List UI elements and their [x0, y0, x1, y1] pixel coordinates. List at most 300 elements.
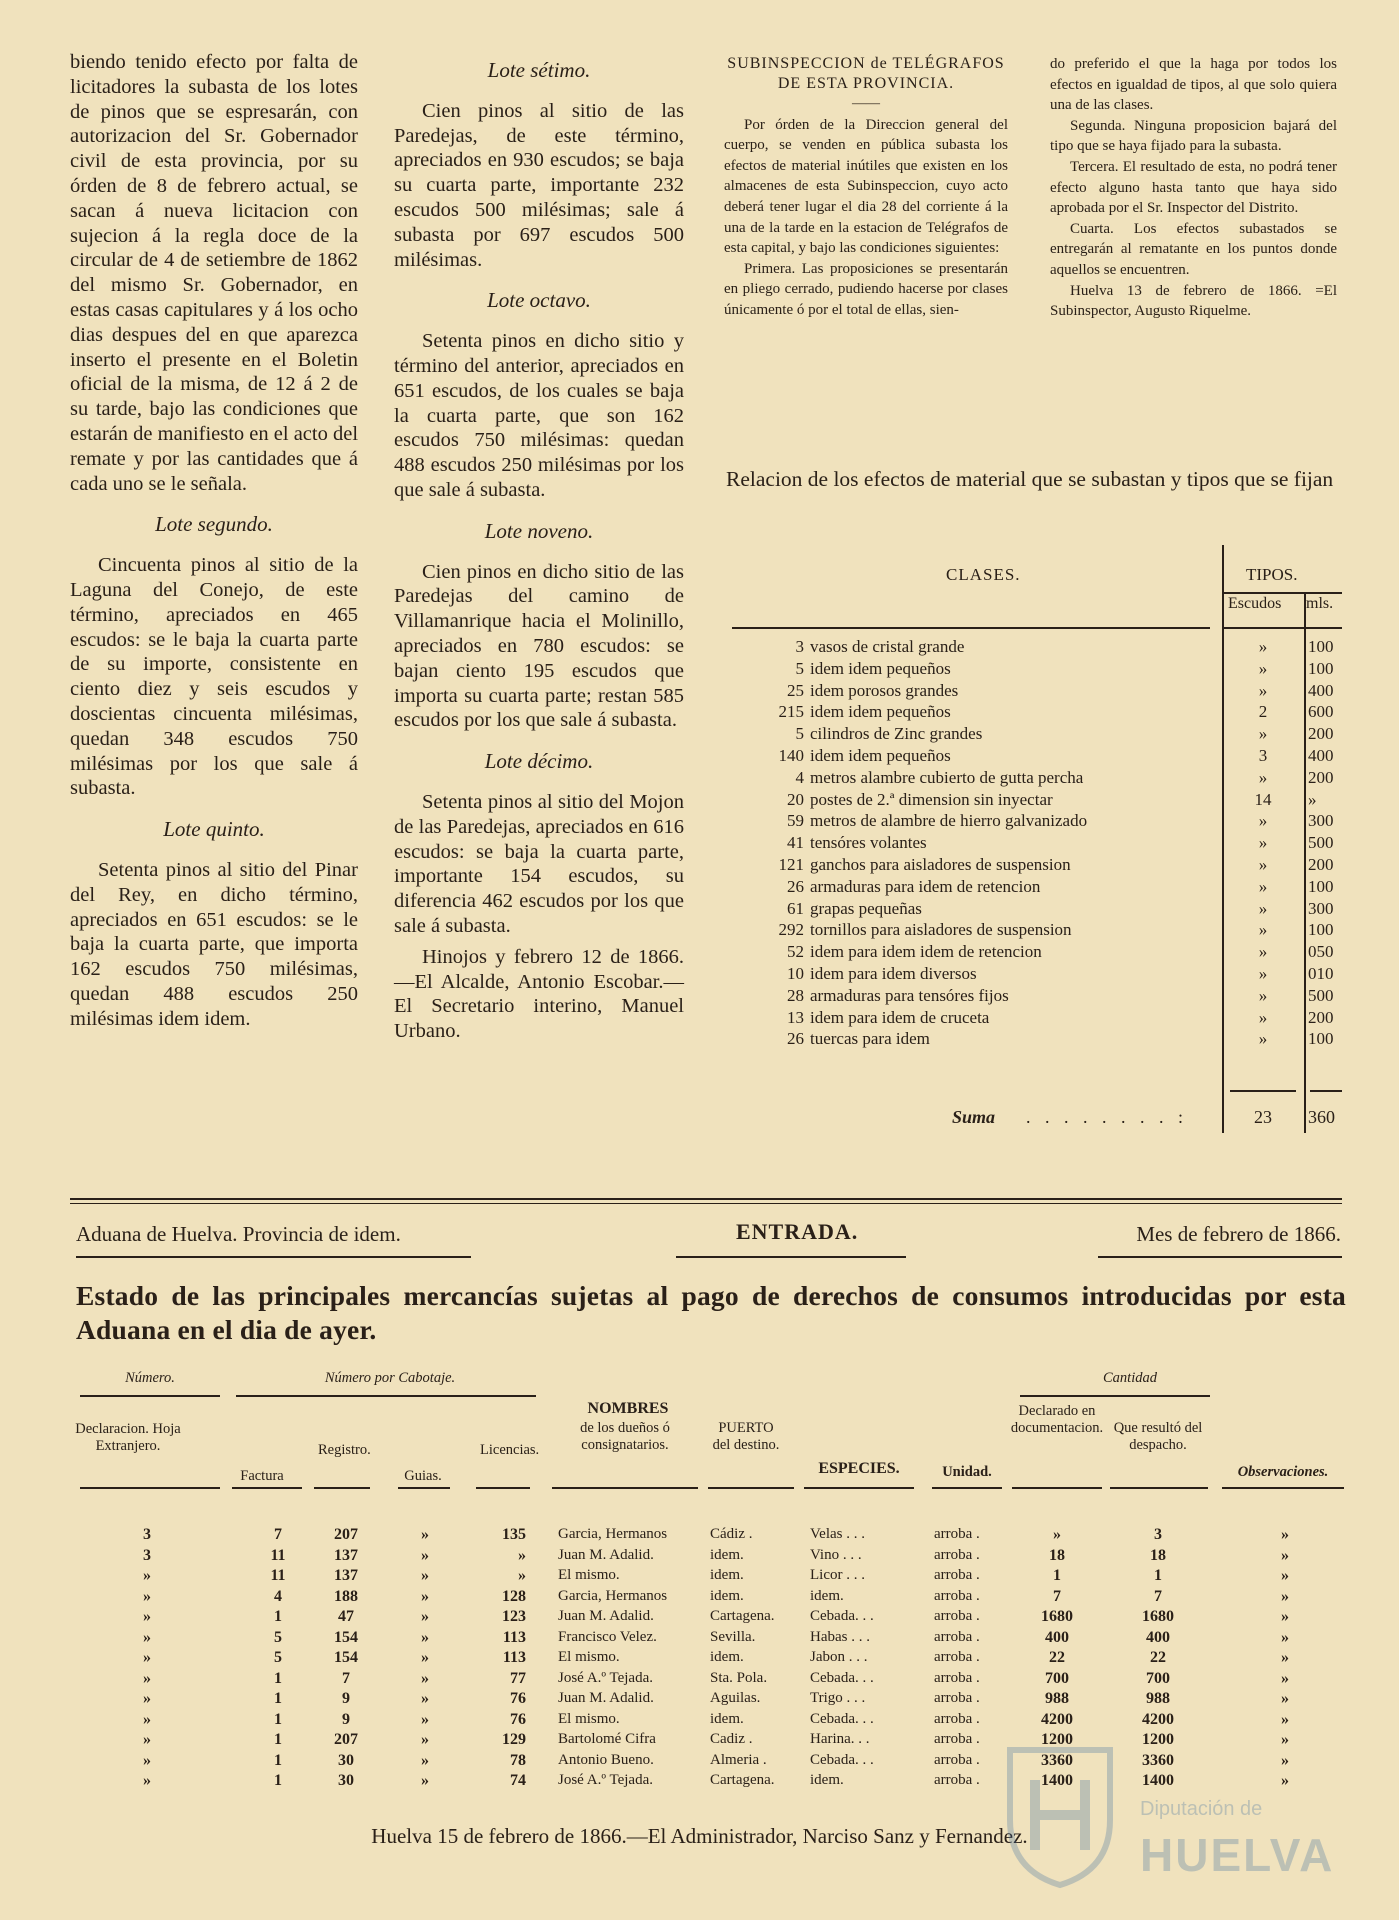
material-row — [726, 899, 1346, 921]
unidad-cell: arroba . — [934, 1690, 980, 1706]
material-mls: 100 — [1308, 920, 1334, 940]
unidad-cell: arroba . — [934, 1731, 980, 1747]
declarado-cell: » — [1053, 1526, 1061, 1543]
material-row — [726, 833, 1346, 855]
material-description: idem idem pequeños — [810, 745, 951, 765]
suma-row — [726, 1107, 1346, 1133]
consignee-cell: José A.º Tejada. — [558, 1669, 653, 1686]
material-mls: 200 — [1308, 854, 1334, 874]
registro-cell: 30 — [338, 1772, 354, 1789]
especies-cell: Velas . . . — [810, 1526, 865, 1542]
factura-cell: 1 — [274, 1608, 282, 1625]
hdr-line-puerto — [708, 1487, 794, 1489]
consignee-cell: Garcia, Hermanos — [558, 1587, 668, 1604]
licencias-cell: 135 — [502, 1526, 526, 1543]
material-description: cilindros de Zinc grandes — [810, 724, 983, 744]
header-cantidad: Cantidad — [1103, 1370, 1157, 1386]
declaracion-cell: » — [143, 1751, 151, 1769]
resulto-cell: 4200 — [1142, 1710, 1174, 1728]
table-row — [0, 1567, 1399, 1588]
material-quantity: 52 — [787, 942, 804, 962]
declaracion-cell: 3 — [143, 1546, 151, 1564]
material-table-header — [726, 545, 1346, 637]
material-escudos: » — [1258, 942, 1268, 962]
table-row — [0, 1670, 1399, 1691]
material-description: armaduras para idem de retencion — [810, 876, 1041, 896]
unidad-cell: arroba . — [934, 1751, 980, 1768]
especies-cell: Cebada. . . — [810, 1751, 874, 1768]
guias-cell: » — [421, 1628, 429, 1646]
mes-heading: Mes de febrero de 1866. — [1136, 1222, 1341, 1246]
puerto-cell: Sevilla. — [710, 1628, 756, 1645]
guias-cell: » — [421, 1546, 429, 1564]
guias-cell: » — [421, 1587, 429, 1605]
guias-cell: » — [421, 1567, 429, 1584]
declarado-cell: 988 — [1045, 1690, 1069, 1707]
watermark-subtext: Diputación de — [1140, 1798, 1263, 1820]
resulto-cell: 3 — [1154, 1526, 1162, 1543]
material-row — [726, 1029, 1346, 1051]
hdr-line-nombres — [552, 1487, 698, 1489]
material-escudos: » — [1258, 680, 1268, 700]
header-declaracion: Declaracion. Hoja Extranjero. — [75, 1421, 181, 1454]
resulto-cell: 700 — [1146, 1669, 1170, 1687]
material-description: idem idem pequeños — [810, 702, 951, 722]
material-quantity: 3 — [795, 637, 804, 656]
header-mls: mls. — [1306, 595, 1334, 612]
header-unidad: Unidad. — [942, 1464, 992, 1480]
tipos-columns-underline — [1224, 627, 1342, 629]
observaciones-cell: » — [1281, 1526, 1289, 1543]
tipos-underline — [1224, 592, 1342, 594]
material-mls: 010 — [1308, 963, 1334, 983]
hinojos-signature: Hinojos y febrero 12 de 1866.—El Alcalde, Antonio Escobar.—El Secretario interino, Manuel Urbano. — [394, 945, 684, 1043]
unidad-cell: arroba . — [934, 1772, 980, 1788]
puerto-cell: idem. — [710, 1546, 744, 1563]
material-row — [726, 790, 1346, 812]
consignee-cell: Antonio Bueno. — [558, 1751, 654, 1768]
lote-setimo-text: Cien pinos al sitio de las Paredejas, de este término, apreciados en 930 escudos; se baja su cuarta parte, importante 232 escudos 500 milésimas; sale á subasta por 697 escudos 500 milésimas. — [394, 99, 684, 271]
licencias-cell: 123 — [502, 1608, 526, 1625]
material-description: idem para idem de cruceta — [810, 1007, 990, 1027]
registro-cell: 154 — [334, 1628, 358, 1646]
puerto-cell: idem. — [710, 1587, 744, 1604]
material-escudos: » — [1258, 811, 1268, 831]
material-mls: » — [1308, 789, 1317, 809]
material-row — [726, 637, 1346, 659]
unidad-cell: arroba . — [934, 1526, 980, 1542]
material-quantity: 5 — [795, 658, 804, 678]
consignee-cell: Juan M. Adalid. — [558, 1690, 654, 1706]
licencias-cell: 113 — [502, 1628, 526, 1646]
material-row — [726, 659, 1346, 681]
observaciones-cell: » — [1281, 1690, 1289, 1707]
table-row — [0, 1588, 1399, 1609]
material-escudos: » — [1258, 1029, 1268, 1049]
declarado-cell: 18 — [1049, 1546, 1065, 1564]
header-guias: Guias. — [404, 1468, 442, 1484]
material-description: metros de alambre de hierro galvanizado — [810, 811, 1088, 831]
registro-cell: 47 — [338, 1608, 354, 1625]
material-rows — [726, 637, 1346, 1051]
factura-cell: 1 — [274, 1690, 282, 1707]
material-row — [726, 855, 1346, 877]
puerto-cell: Cádiz . — [710, 1526, 753, 1542]
guias-cell: » — [421, 1608, 429, 1625]
unidad-cell: arroba . — [934, 1628, 980, 1645]
consignee-cell: Juan M. Adalid. — [558, 1608, 654, 1624]
condition-segunda: Segunda. Ninguna proposicion bajará del tipo que se haya fijado para la subasta. — [1050, 117, 1337, 155]
material-row — [726, 964, 1346, 986]
header-numero: Número. — [125, 1370, 175, 1386]
especies-cell: Trigo . . . — [810, 1690, 866, 1706]
licencias-cell: 76 — [510, 1690, 526, 1707]
material-row — [726, 986, 1346, 1008]
material-quantity: 13 — [787, 1007, 804, 1027]
especies-cell: Licor . . . — [810, 1567, 865, 1583]
guias-cell: » — [421, 1710, 429, 1728]
material-description: tornillos para aisladores de suspension — [810, 920, 1072, 940]
section-rule — [70, 1198, 1342, 1200]
declarado-cell: 3360 — [1041, 1751, 1073, 1769]
clases-underline — [732, 627, 1210, 629]
factura-cell: 1 — [274, 1751, 282, 1769]
table-row — [0, 1649, 1399, 1670]
material-quantity: 41 — [787, 833, 804, 853]
material-escudos: » — [1258, 767, 1268, 787]
licencias-cell: 74 — [510, 1772, 526, 1789]
declaracion-cell: » — [143, 1567, 151, 1584]
mes-underline — [1098, 1256, 1342, 1258]
material-row — [726, 724, 1346, 746]
material-mls: 200 — [1308, 767, 1334, 787]
material-quantity: 26 — [787, 1029, 804, 1049]
hdr-line-observaciones — [1222, 1487, 1344, 1489]
column-3 — [724, 54, 1008, 321]
lote-noveno-title: Lote noveno. — [484, 518, 594, 543]
tipos-divider — [1222, 545, 1224, 1133]
unidad-cell: arroba . — [934, 1669, 980, 1686]
material-quantity: 5 — [795, 724, 804, 744]
material-description: idem idem pequeños — [810, 658, 951, 678]
declarado-cell: 1 — [1053, 1567, 1061, 1584]
cabotaje-underline — [236, 1395, 536, 1397]
licencias-cell: 128 — [502, 1587, 526, 1605]
relacion-title: Relacion de los efectos de material que se subastan y tipos que se fijan — [726, 467, 1334, 491]
factura-cell: 4 — [274, 1587, 282, 1605]
factura-cell: 5 — [274, 1628, 282, 1646]
material-table — [726, 545, 1346, 1051]
hdr-line-resulto — [1110, 1487, 1208, 1489]
resulto-cell: 3360 — [1142, 1751, 1174, 1769]
factura-cell: 1 — [274, 1772, 282, 1789]
entrada-heading: ENTRADA. — [736, 1219, 859, 1244]
declarado-cell: 700 — [1045, 1669, 1069, 1687]
lote-setimo-title: Lote sétimo. — [487, 58, 591, 82]
hdr-line-guias — [398, 1487, 450, 1489]
resulto-cell: 1 — [1154, 1567, 1162, 1584]
registro-cell: 154 — [334, 1649, 358, 1666]
guias-cell: » — [421, 1526, 429, 1543]
header-declarado: Declarado en documentacion. — [1010, 1403, 1104, 1436]
header-licencias: Licencias. — [480, 1442, 540, 1458]
unidad-cell: arroba . — [934, 1546, 980, 1563]
material-mls: 050 — [1308, 942, 1334, 962]
material-description: grapas pequeñas — [810, 898, 922, 918]
subinspeccion-paragraph-1: Por órden de la Direccion general del cuerpo, se venden en pública subasta los efectos de material inútiles que existen en los almacenes de esta Subinspeccion, cuyo acto deberá tener lugar el dia 28 del corriente á la una de la tarde en la estacion de Telégrafos de esta capital, y bajo las condiciones siguientes: — [724, 116, 1008, 257]
material-escudos: » — [1258, 854, 1268, 874]
material-quantity: 59 — [787, 811, 804, 831]
especies-cell: Harina. . . — [810, 1731, 870, 1747]
material-mls: 300 — [1308, 811, 1334, 831]
consignee-cell: El mismo. — [558, 1649, 620, 1665]
material-row — [726, 746, 1346, 768]
licencias-cell: 76 — [510, 1710, 526, 1728]
material-row — [726, 702, 1346, 724]
subinspeccion-paragraph-2: Primera. Las proposiciones se presentarán en pliego cerrado, pudiendo hacerse por clases únicamente ó por el total de ellas, sien- — [724, 260, 1008, 318]
declarado-cell: 22 — [1049, 1649, 1065, 1666]
declaracion-cell: » — [143, 1772, 151, 1789]
material-mls: 100 — [1308, 637, 1334, 656]
factura-cell: 1 — [274, 1710, 282, 1728]
registro-cell: 137 — [334, 1546, 358, 1564]
licencias-cell: » — [518, 1546, 526, 1564]
guias-cell: » — [421, 1669, 429, 1687]
lote-octavo-title: Lote octavo. — [487, 288, 591, 313]
factura-cell: 1 — [274, 1731, 282, 1748]
especies-cell: Cebada. . . — [810, 1669, 874, 1686]
header-observaciones: Observaciones. — [1237, 1464, 1329, 1480]
material-description: ganchos para aisladores de suspension — [810, 854, 1071, 874]
consignee-cell: El mismo. — [558, 1567, 620, 1583]
puerto-cell: Cartagena. — [710, 1608, 775, 1624]
header-nombres: NOMBRES — [587, 1400, 669, 1417]
material-escudos: » — [1258, 985, 1268, 1005]
suma-escudos: 23 — [1254, 1107, 1272, 1127]
mls-sum-line — [1310, 1090, 1342, 1092]
table-row — [0, 1608, 1399, 1629]
material-mls: 200 — [1308, 1007, 1334, 1027]
material-description: armaduras para tensóres fijos — [810, 985, 1009, 1005]
especies-cell: Cebada. . . — [810, 1710, 874, 1727]
estado-title: Estado de las principales mercancías sujetas al pago de derechos de consumos introducidas por esta Aduana en el dia de ayer. — [76, 1280, 1346, 1345]
lote-octavo-text: Setenta pinos en dicho sitio y término del anterior, apreciados en 651 escudos, de los cuales se baja la cuarta parte, que son 162 escudos 750 milésimas: quedan 488 escudos 250 milésimas por los que sale á subasta. — [394, 330, 684, 501]
registro-cell: 7 — [342, 1669, 350, 1687]
declarado-cell: 1680 — [1041, 1608, 1073, 1625]
column-1 — [70, 50, 358, 1037]
declarado-cell: 400 — [1045, 1628, 1069, 1646]
lote-quinto-text: Setenta pinos al sitio del Pinar del Rey, en dicho término, apreciados en 651 escudos: se le baja la cuarta parte, que importa 162 escudos 750 milésimas, quedan 488 escudos 250 milésimas idem idem. — [70, 858, 358, 1030]
declaracion-cell: » — [143, 1649, 151, 1666]
lote-quinto-title: Lote quinto. — [163, 817, 265, 842]
administrador-signature: Huelva 15 de febrero de 1866.—El Administrador, Narciso Sanz y Fernandez. — [371, 1824, 1028, 1848]
material-row — [726, 920, 1346, 942]
material-description: idem para idem idem de retencion — [810, 942, 1042, 962]
section-rule-thin — [70, 1203, 1342, 1204]
lote-segundo-title: Lote segundo. — [155, 512, 273, 537]
declarado-cell: 1400 — [1041, 1772, 1073, 1789]
material-escudos: » — [1258, 963, 1268, 983]
material-row — [726, 1008, 1346, 1030]
aduana-heading: Aduana de Huelva. Provincia de idem. — [76, 1222, 401, 1246]
hdr-line-especies — [804, 1487, 914, 1489]
condition-continuation: do preferido el que la haga por todos los efectos en igualdad de tipos, al que solo quiera una de las clases. — [1050, 56, 1337, 114]
guias-cell: » — [421, 1751, 429, 1769]
observaciones-cell: » — [1281, 1669, 1289, 1687]
aduana-underline — [76, 1256, 471, 1258]
observaciones-cell: » — [1281, 1751, 1289, 1769]
registro-cell: 9 — [342, 1710, 350, 1728]
consignee-cell: El mismo. — [558, 1710, 620, 1727]
header-resulto: Que resultó del despacho. — [1113, 1420, 1203, 1453]
licencias-cell: 77 — [510, 1669, 526, 1687]
material-mls: 600 — [1308, 702, 1334, 722]
header-registro: Registro. — [318, 1442, 371, 1458]
licencias-cell: 129 — [502, 1731, 526, 1748]
escudos-sum-line — [1230, 1090, 1296, 1092]
material-escudos: » — [1258, 833, 1268, 853]
lote-noveno-text: Cien pinos en dicho sitio de las Paredejas del camino de Villamanrique hacia el Molinillo, apreciados en 780 escudos: se bajan ciento 195 escudos que importa su cuarta parte; restan 585 escudos por los que sale á subasta. — [394, 560, 684, 732]
unidad-cell: arroba . — [934, 1608, 980, 1624]
material-row — [726, 768, 1346, 790]
puerto-cell: idem. — [710, 1710, 744, 1727]
material-escudos: » — [1258, 898, 1268, 918]
guias-cell: » — [421, 1649, 429, 1666]
material-description: postes de 2.ª dimension sin inyectar — [810, 789, 1053, 809]
table-row — [0, 1547, 1399, 1568]
entrada-underline — [676, 1256, 906, 1258]
observaciones-cell: » — [1281, 1587, 1289, 1605]
observaciones-cell: » — [1281, 1772, 1289, 1789]
hdr-line-registro — [314, 1487, 370, 1489]
lote-decimo-text: Setenta pinos al sitio del Mojon de las Paredejas, apreciados en 616 escudos: se baja la cuarta parte, importante 154 escudos, su diferencia 462 escudos por los que sale á subasta. — [394, 790, 684, 937]
factura-cell: 5 — [274, 1649, 282, 1666]
material-description: tensóres volantes — [810, 833, 927, 853]
declarado-cell: 4200 — [1041, 1710, 1073, 1728]
puerto-cell: Almeria . — [710, 1751, 767, 1768]
hdr-line-unidad — [932, 1487, 1002, 1489]
material-escudos: » — [1258, 658, 1268, 678]
material-escudos: » — [1258, 920, 1268, 940]
resulto-cell: 7 — [1154, 1587, 1162, 1605]
unidad-cell: arroba . — [934, 1710, 980, 1727]
header-tipos: TIPOS. — [1246, 565, 1298, 584]
table-row — [0, 1526, 1399, 1547]
hdr-line-declaracion — [80, 1487, 220, 1489]
table-row — [0, 1690, 1399, 1711]
shield-icon — [990, 1740, 1130, 1890]
especies-cell: idem. — [810, 1587, 844, 1604]
observaciones-cell: » — [1281, 1649, 1289, 1666]
especies-cell: Jabon . . . — [810, 1649, 868, 1665]
table-row — [0, 1711, 1399, 1732]
material-escudos: 2 — [1258, 702, 1268, 722]
material-description: idem para idem diversos — [810, 963, 977, 983]
puerto-cell: Cadiz . — [710, 1731, 753, 1747]
suma-leader: . . . . . . . . : — [1026, 1107, 1189, 1127]
resulto-cell: 400 — [1146, 1628, 1170, 1646]
suma-mls: 360 — [1308, 1107, 1335, 1127]
factura-cell: 11 — [270, 1546, 286, 1564]
declaracion-cell: » — [143, 1731, 151, 1748]
especies-cell: Habas . . . — [810, 1628, 870, 1645]
header-puerto: PUERTO del destino. — [712, 1420, 780, 1453]
licencias-cell: » — [518, 1567, 526, 1584]
material-mls: 500 — [1308, 833, 1334, 853]
puerto-cell: idem. — [710, 1567, 744, 1583]
material-quantity: 292 — [778, 920, 804, 940]
registro-cell: 207 — [334, 1731, 358, 1748]
header-nombres-sub: de los dueños ó consignatarios. — [580, 1420, 670, 1453]
factura-cell: 7 — [274, 1526, 282, 1543]
puerto-cell: idem. — [710, 1649, 744, 1665]
especies-cell: Vino . . . — [810, 1546, 862, 1563]
material-escudos: » — [1258, 1007, 1268, 1027]
licencias-cell: 78 — [510, 1751, 526, 1769]
factura-cell: 11 — [270, 1567, 286, 1584]
material-description: vasos de cristal grande — [810, 637, 965, 656]
material-mls: 400 — [1308, 745, 1334, 765]
material-quantity: 26 — [787, 876, 804, 896]
declarado-cell: 1200 — [1041, 1731, 1073, 1748]
guias-cell: » — [421, 1690, 429, 1707]
mls-divider — [1304, 594, 1306, 1133]
numero-underline — [80, 1395, 220, 1397]
material-quantity: 25 — [787, 680, 804, 700]
material-row — [726, 877, 1346, 899]
material-row — [726, 681, 1346, 703]
material-mls: 200 — [1308, 724, 1334, 744]
resulto-cell: 22 — [1150, 1649, 1166, 1666]
intro-paragraph: biendo tenido efecto por falta de licitadores la subasta de los lotes de pinos que se espresarán, con autorizacion del Sr. Gobernador civil de esta provincia, por su órden de 8 de febrero actual, se sacan á nueva licitacion con sujecion á la regla doce de la circular de 4 de setiembre de 1862 del mismo Sr. Gobernador, en estas casas capitulares y á los ocho dias despues del en que aparezca inserto el presente en el Boletin oficial de la misma, de 12 á 2 de su tarde, bajo las condiciones que estarán de manifiesto en el acto del remate y por las cantidades que á cada uno se le señala. — [70, 51, 359, 495]
observaciones-cell: » — [1281, 1731, 1289, 1748]
material-mls: 400 — [1308, 680, 1334, 700]
observaciones-cell: » — [1281, 1628, 1289, 1646]
guias-cell: » — [421, 1772, 429, 1789]
registro-cell: 188 — [334, 1587, 358, 1605]
observaciones-cell: » — [1281, 1608, 1289, 1625]
licencias-cell: 113 — [502, 1649, 526, 1666]
puerto-cell: Sta. Pola. — [710, 1669, 768, 1686]
factura-cell: 1 — [274, 1669, 282, 1687]
consignee-cell: Bartolomé Cifra — [558, 1731, 656, 1747]
header-factura: Factura — [240, 1468, 284, 1484]
material-description: metros alambre cubierto de gutta percha — [810, 767, 1084, 787]
hdr-line-declarado — [1012, 1487, 1102, 1489]
registro-cell: 137 — [334, 1567, 358, 1584]
hdr-line-factura — [232, 1487, 302, 1489]
material-quantity: 10 — [787, 963, 804, 983]
header-escudos: Escudos — [1228, 595, 1282, 612]
consignee-cell: Juan M. Adalid. — [558, 1546, 654, 1563]
declaracion-cell: » — [143, 1669, 151, 1687]
declarado-cell: 7 — [1053, 1587, 1061, 1605]
lote-segundo-text: Cincuenta pinos al sitio de la Laguna del Conejo, de este término, apreciados en 465 escudos: se le baja la cuarta parte de su importe, consistente en ciento diez y seis escudos y doscientas cincuenta milésimas, quedan 348 escudos 750 milésimas por los que sale á subasta. — [70, 554, 358, 800]
declaracion-cell: 3 — [143, 1526, 151, 1543]
registro-cell: 9 — [342, 1690, 350, 1707]
subinspector-signature: Huelva 13 de febrero de 1866. =El Subinspector, Augusto Riquelme. — [1050, 282, 1337, 320]
material-escudos: 14 — [1254, 789, 1272, 809]
resulto-cell: 1680 — [1142, 1608, 1174, 1625]
resulto-cell: 988 — [1146, 1690, 1170, 1707]
material-quantity: 28 — [787, 985, 804, 1005]
material-description: idem porosos grandes — [810, 680, 959, 700]
declaracion-cell: » — [143, 1710, 151, 1728]
consignee-cell: Garcia, Hermanos — [558, 1526, 668, 1542]
lote-decimo-title: Lote décimo. — [484, 749, 594, 774]
declaracion-cell: » — [143, 1628, 151, 1646]
resulto-cell: 1400 — [1142, 1772, 1174, 1789]
